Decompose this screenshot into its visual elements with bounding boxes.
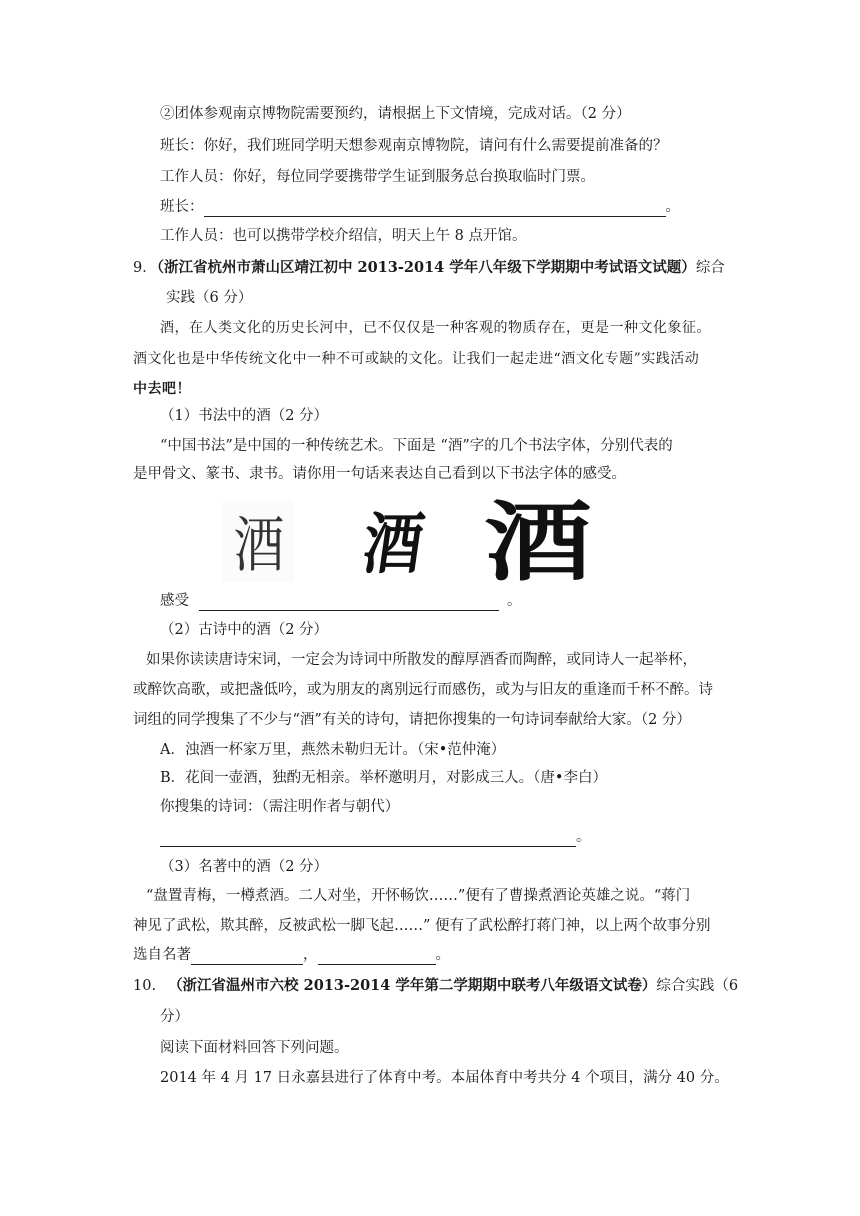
books-comma: ， xyxy=(303,947,318,963)
q9-sub3-para-2: 神见了武松，欺其醉，反被武松一脚飞起……” 便有了武松醉打蒋门神，以上两个故事分别 xyxy=(133,918,711,934)
q10-header xyxy=(133,976,738,996)
q9-intro-2: 酒文化也是中华传统文化中一种不可或缺的文化。让我们一起走进“酒文化专题”实践活动 xyxy=(133,351,700,367)
q10-source: （浙江省温州市六校 2013-2014 学年第二学期期中联考八年级语文试卷） xyxy=(168,977,657,994)
q9-header-cont: 实践（6 分） xyxy=(166,290,253,306)
q9-sub3-para-1: “盘置青梅，一樽煮酒。二人对坐，开怀畅饮……”便有了曹操煮酒论英雄之说。“蒋门 xyxy=(146,888,691,904)
q9-sub2-para-3: 词组的同学搜集了不少与“酒”有关的诗句，请把你搜集的一句诗词奉献给大家。（2 分） xyxy=(133,712,691,728)
collect-end: 。 xyxy=(576,829,591,845)
books-end: 。 xyxy=(435,947,450,963)
q9-sub3-title: （3）名著中的酒（2 分） xyxy=(160,859,329,875)
q8-prompt: ②团体参观南京博物院需要预约，请根据上下文情境，完成对话。（2 分） xyxy=(160,106,631,122)
q10-after-source: 综合实践（6 xyxy=(656,978,739,994)
answer-blank-book-2[interactable] xyxy=(318,950,436,965)
dialog-speaker: 班长： xyxy=(160,199,204,215)
dialog-line-2: 工作人员：你好，每位同学要携带学生证到服务总台换取临时门票。 xyxy=(160,169,595,185)
answer-blank-poem[interactable] xyxy=(160,832,576,847)
q9-intro-1: 酒，在人类文化的历史长河中，已不仅仅是一种客观的物质存在，更是一种文化象征。 xyxy=(160,320,711,336)
q9-sub2-para-1: 如果你读读唐诗宋词，一定会为诗词中所散发的醇厚酒香而陶醉，或同诗人一起举杯， xyxy=(146,652,697,668)
dialog-line-1: 班长：你好，我们班同学明天想参观南京博物院，请问有什么需要提前准备的？ xyxy=(160,138,668,154)
answer-blank-book-1[interactable] xyxy=(191,950,303,965)
q9-header xyxy=(133,258,725,278)
answer-blank-dialog[interactable] xyxy=(204,202,666,217)
books-prefix: 选自名著 xyxy=(133,947,191,963)
q9-sub1-para-1: “中国书法”是中国的一种传统艺术。下面是 “酒”字的几个书法字体，分别代表的 xyxy=(160,438,673,454)
dialog-end: 。 xyxy=(665,199,680,215)
q9-sub1-para-2: 是甲骨文、篆书、隶书。请你用一句话来表达自己看到以下书法字体的感受。 xyxy=(133,466,626,482)
q9-intro-3: 中去吧！ xyxy=(133,381,191,397)
q9-after-source: 综合 xyxy=(695,260,725,276)
q10-para-2: 2014 年 4 月 17 日永嘉县进行了体育中考。本届体育中考共分 4 个项目，满分 40 分。 xyxy=(160,1070,729,1086)
dialog-line-4: 工作人员：也可以携带学校介绍信，明天上午 8 点开馆。 xyxy=(160,228,527,244)
q9-sub2-title: （2）古诗中的酒（2 分） xyxy=(160,622,329,638)
collect-prompt: 你搜集的诗词：（需注明作者与朝代） xyxy=(160,799,400,815)
q9-sub2-para-2: 或醉饮高歌，或把盏低吟，或为朋友的离别远行而感伤，或为与旧友的重逢而千杯不醉。诗 xyxy=(133,682,713,698)
q9-sub1-title: （1）书法中的酒（2 分） xyxy=(160,408,329,424)
clerical-script-calligraphy-image: 酒 xyxy=(484,492,592,593)
feeling-end: 。 xyxy=(507,593,522,609)
feeling-line xyxy=(160,591,522,611)
q9-source: （浙江省杭州市萧山区靖江初中 2013-2014 学年八年级下学期期中考试语文试题） xyxy=(156,259,696,276)
q10-number: 10. xyxy=(133,978,157,994)
oracle-bone-calligraphy-image: 酒 xyxy=(222,500,293,582)
feeling-label: 感受 xyxy=(160,593,189,609)
seal-script-calligraphy-image: 酒 xyxy=(358,504,429,583)
option-a: A．浊酒一杯家万里，燕然未勒归无计。（宋•范仲淹） xyxy=(160,742,506,758)
q9-sub3-para-3 xyxy=(133,945,450,965)
collect-line xyxy=(160,827,591,847)
option-b: B．花间一壶酒，独酌无相亲。举杯邀明月，对影成三人。（唐•李白） xyxy=(160,770,607,786)
q10-para-1: 阅读下面材料回答下列问题。 xyxy=(160,1040,349,1056)
dialog-line-3 xyxy=(160,197,680,217)
answer-blank-feeling[interactable] xyxy=(199,596,499,611)
q10-header-cont: 分） xyxy=(160,1009,189,1025)
q9-number: 9． xyxy=(133,260,157,276)
